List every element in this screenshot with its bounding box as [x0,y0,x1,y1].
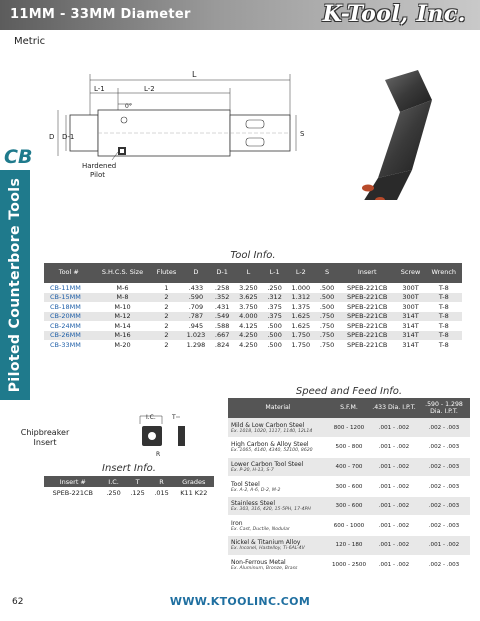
hardened-pilot-label-2: Pilot [90,171,105,179]
dim-l1-label: L-1 [94,85,105,93]
header-insert: Insert [339,263,396,283]
table-row [44,321,462,331]
website-link[interactable]: WWW.KTOOLINC.COM [169,595,311,608]
table-cell: 1.625 [286,312,315,322]
insert-drawing [40,410,220,465]
hardened-pilot-label-1: Hardened [82,162,117,170]
table-cell: 300T [396,283,426,293]
speed-sfm-cell: 1000 - 2500 [328,555,370,575]
table-cell: 2 [151,340,181,350]
table-cell: .352 [210,293,234,303]
table-cell: .945 [182,321,211,331]
speed-header-ipt-large: .590 - 1.298 Dia. I.P.T. [418,398,470,418]
table-cell: 4.250 [234,340,263,350]
insert-header-grades: Grades [174,476,214,487]
material-examples: Ex. 1018, 1020, 1117, 1140, 12L14 [231,428,313,434]
chipbreaker-line-2: Insert [33,438,57,447]
tool-info-title: Tool Info. [230,250,276,261]
material-name: Tool Steel [231,480,260,488]
speed-feed-rows [228,418,470,575]
table-cell: 300T [396,302,426,312]
material-cell [228,496,328,516]
chipbreaker-line-1: Chipbreaker [20,428,70,437]
header-s: S [315,263,339,283]
table-cell: .787 [182,312,211,322]
table-cell: 2 [151,293,181,303]
table-cell: .750 [315,312,339,322]
table-cell: .500 [315,283,339,293]
dim-s-label: S [300,130,305,138]
material-examples: Ex. P-20, H-13, S-7 [231,467,274,473]
table-cell: 2 [151,312,181,322]
table-cell: 1.375 [286,302,315,312]
insert-number: SPEB-221CB [52,489,93,497]
tool-number-cell[interactable]: CB-20MM [44,312,94,322]
table-cell: M-10 [94,302,152,312]
speed-ipt1-cell: .001 - .002 [370,477,418,497]
material-cell [228,477,328,497]
material-examples: Ex. A-2, A-6, D-2, M-2 [231,487,281,493]
insert-r: .015 [154,489,169,497]
table-row [228,457,470,477]
table-cell: .258 [210,283,234,293]
brand-logo: K-Tool, Inc. [322,1,466,27]
material-name: Stainless Steel [231,500,276,508]
table-cell: M-8 [94,293,152,303]
tool-number-cell[interactable]: CB-11MM [44,283,94,293]
table-cell: 3.250 [234,283,263,293]
table-cell: T-8 [426,340,462,350]
dim-l-label: L [192,70,197,79]
header-l: L [234,263,263,283]
table-cell: .500 [263,340,287,350]
section-code: CB [4,146,33,168]
insert-grades: K11 K22 [180,489,208,497]
insert-ic-label: I.C. [146,414,156,421]
speed-sfm-cell: 500 - 800 [328,438,370,458]
header-l2: L-2 [286,263,315,283]
table-cell: .588 [210,321,234,331]
table-cell: .500 [315,293,339,303]
table-cell: 300T [396,293,426,303]
header-wrench: Wrench [426,263,462,283]
table-cell: M-14 [94,321,152,331]
material-examples: Ex. 303, 316, 420, 15-5PH, 17-4PH [231,507,311,513]
speed-feed-title: Speed and Feed Info. [295,386,403,397]
table-cell: T-8 [426,302,462,312]
table-row [44,331,462,341]
insert-header-number: Insert # [44,476,102,487]
speed-ipt1-cell: .001 - .002 [370,496,418,516]
material-cell [228,457,328,477]
tool-number-cell[interactable]: CB-15MM [44,293,94,303]
material-examples: Ex. Inconel, Hastelloy, Ti-6AL-4V [231,546,305,552]
speed-ipt2-cell: .002 - .003 [418,457,470,477]
material-name: Non-Ferrous Metal [231,558,286,566]
table-row [44,302,462,312]
material-examples: Ex. 1065, 4140, 4340, 52100, 8620 [231,448,313,454]
table-cell: 1.625 [286,321,315,331]
speed-ipt1-cell: .001 - .002 [370,536,418,556]
table-row [44,487,214,499]
table-cell: .750 [315,340,339,350]
table-cell: .433 [182,283,211,293]
table-row [228,418,470,438]
material-cell [228,555,328,575]
speed-sfm-cell: 600 - 1000 [328,516,370,536]
table-cell: 1.312 [286,293,315,303]
material-cell [228,536,328,556]
table-cell: .824 [210,340,234,350]
table-cell: 2 [151,302,181,312]
speed-ipt2-cell: .002 - .003 [418,477,470,497]
table-cell: 1.000 [286,283,315,293]
table-row [228,438,470,458]
insert-t-label: T [172,414,176,421]
speed-ipt2-cell: .002 - .003 [418,496,470,516]
speed-ipt2-cell: .002 - .003 [418,438,470,458]
speed-ipt2-cell: .002 - .003 [418,555,470,575]
table-cell: 1.298 [182,340,211,350]
table-cell: 4.250 [234,331,263,341]
speed-ipt1-cell: .001 - .002 [370,457,418,477]
speed-sfm-cell: 300 - 600 [328,477,370,497]
dim-d-label: D [49,133,55,141]
table-cell: .250 [263,283,287,293]
table-cell: T-8 [426,283,462,293]
speed-ipt1-cell: .001 - .002 [370,418,418,438]
table-cell: 314T [396,340,426,350]
table-cell: .375 [263,312,287,322]
unit-label: Metric [14,36,46,47]
table-cell: .500 [315,302,339,312]
speed-header-sfm: S.F.M. [328,398,370,418]
speed-header-material: Material [228,398,328,418]
tool-number-cell[interactable]: CB-24MM [44,321,94,331]
speed-ipt2-cell: .001 - .002 [418,536,470,556]
insert-info-table [44,476,214,499]
page-title: 11MM - 33MM Diameter [10,7,191,22]
material-name: Nickel & Titanium Alloy [231,539,301,547]
material-name: High Carbon & Alloy Steel [231,441,309,449]
table-cell: .667 [210,331,234,341]
table-cell: .709 [182,302,211,312]
table-cell: .549 [210,312,234,322]
header-screw: Screw [396,263,426,283]
table-cell: SPEB-221CB [339,331,396,341]
page-header [0,0,480,30]
table-cell: 3.750 [234,302,263,312]
table-cell: .375 [263,302,287,312]
table-cell: .500 [263,331,287,341]
table-row [228,555,470,575]
table-cell: 1.750 [286,331,315,341]
material-name: Lower Carbon Tool Steel [231,460,304,468]
tool-number-cell[interactable]: CB-18MM [44,302,94,312]
tool-drawing [40,60,470,200]
tool-number-cell[interactable]: CB-26MM [44,331,94,341]
tool-number-cell[interactable]: CB-33MM [44,340,94,350]
side-tab [0,170,30,400]
table-cell: 2 [151,331,181,341]
table-cell: 314T [396,331,426,341]
speed-ipt1-cell: .001 - .002 [370,438,418,458]
table-cell: 314T [396,312,426,322]
table-cell: .750 [315,331,339,341]
table-cell: 314T [396,321,426,331]
speed-header-ipt-small: .433 Dia. I.P.T. [370,398,418,418]
material-examples: Ex. Aluminum, Bronze, Brass [231,565,298,571]
tool-info-table [44,263,462,350]
table-cell: 3.625 [234,293,263,303]
table-cell: M-20 [94,340,152,350]
table-cell: T-8 [426,331,462,341]
table-row [228,477,470,497]
insert-ic: .250 [106,489,121,497]
speed-ipt1-cell: .001 - .002 [370,555,418,575]
table-cell: 4.125 [234,321,263,331]
table-cell: SPEB-221CB [339,293,396,303]
page-number: 62 [12,597,24,607]
material-examples: Ex. Cast, Ductile, Nodular [231,526,290,532]
dim-l2-label: L-2 [144,85,155,93]
insert-t: .125 [130,489,145,497]
table-cell: .750 [315,321,339,331]
table-cell: M-12 [94,312,152,322]
speed-feed-table [228,398,470,575]
table-cell: 1 [151,283,181,293]
table-row [228,516,470,536]
side-tab-label: Piloted Counterbore Tools [7,177,23,393]
speed-ipt2-cell: .002 - .003 [418,516,470,536]
material-cell [228,418,328,438]
table-row [44,283,462,293]
dim-angle-label: 0° [125,103,132,110]
table-cell: 4.000 [234,312,263,322]
table-cell: .312 [263,293,287,303]
material-name: Iron [231,519,243,527]
table-cell: M-16 [94,331,152,341]
header-shcs: S.H.C.S. Size [94,263,152,283]
insert-header-t: T [126,476,150,487]
dim-d1-label: D-1 [62,133,75,141]
insert-header-r: R [150,476,174,487]
speed-ipt2-cell: .002 - .003 [418,418,470,438]
table-row [44,312,462,322]
material-cell [228,516,328,536]
table-cell: .590 [182,293,211,303]
insert-r-label: R [156,451,161,458]
table-row [228,536,470,556]
table-cell: SPEB-221CB [339,321,396,331]
table-cell: 1.023 [182,331,211,341]
table-cell: SPEB-221CB [339,283,396,293]
table-cell: SPEB-221CB [339,312,396,322]
table-cell: 2 [151,321,181,331]
speed-sfm-cell: 120 - 180 [328,536,370,556]
table-cell: M-6 [94,283,152,293]
speed-sfm-cell: 400 - 700 [328,457,370,477]
table-cell: .431 [210,302,234,312]
tool-photo [358,70,432,200]
table-row [44,340,462,350]
table-row [228,496,470,516]
header-l1: L-1 [263,263,287,283]
header-flutes: Flutes [151,263,181,283]
table-row [44,293,462,303]
insert-header-ic: I.C. [102,476,126,487]
speed-ipt1-cell: .001 - .002 [370,516,418,536]
header-tool: Tool # [44,263,94,283]
insert-info-title: Insert Info. [102,463,156,474]
table-cell: 1.750 [286,340,315,350]
header-d: D [182,263,211,283]
table-cell: SPEB-221CB [339,340,396,350]
speed-sfm-cell: 300 - 600 [328,496,370,516]
tool-info-rows [44,283,462,350]
table-cell: T-8 [426,321,462,331]
table-cell: T-8 [426,312,462,322]
material-name: Mild & Low Carbon Steel [231,421,305,429]
table-cell: SPEB-221CB [339,302,396,312]
table-cell: .500 [263,321,287,331]
speed-sfm-cell: 800 - 1200 [328,418,370,438]
table-cell: T-8 [426,293,462,303]
material-cell [228,438,328,458]
header-d1: D-1 [210,263,234,283]
